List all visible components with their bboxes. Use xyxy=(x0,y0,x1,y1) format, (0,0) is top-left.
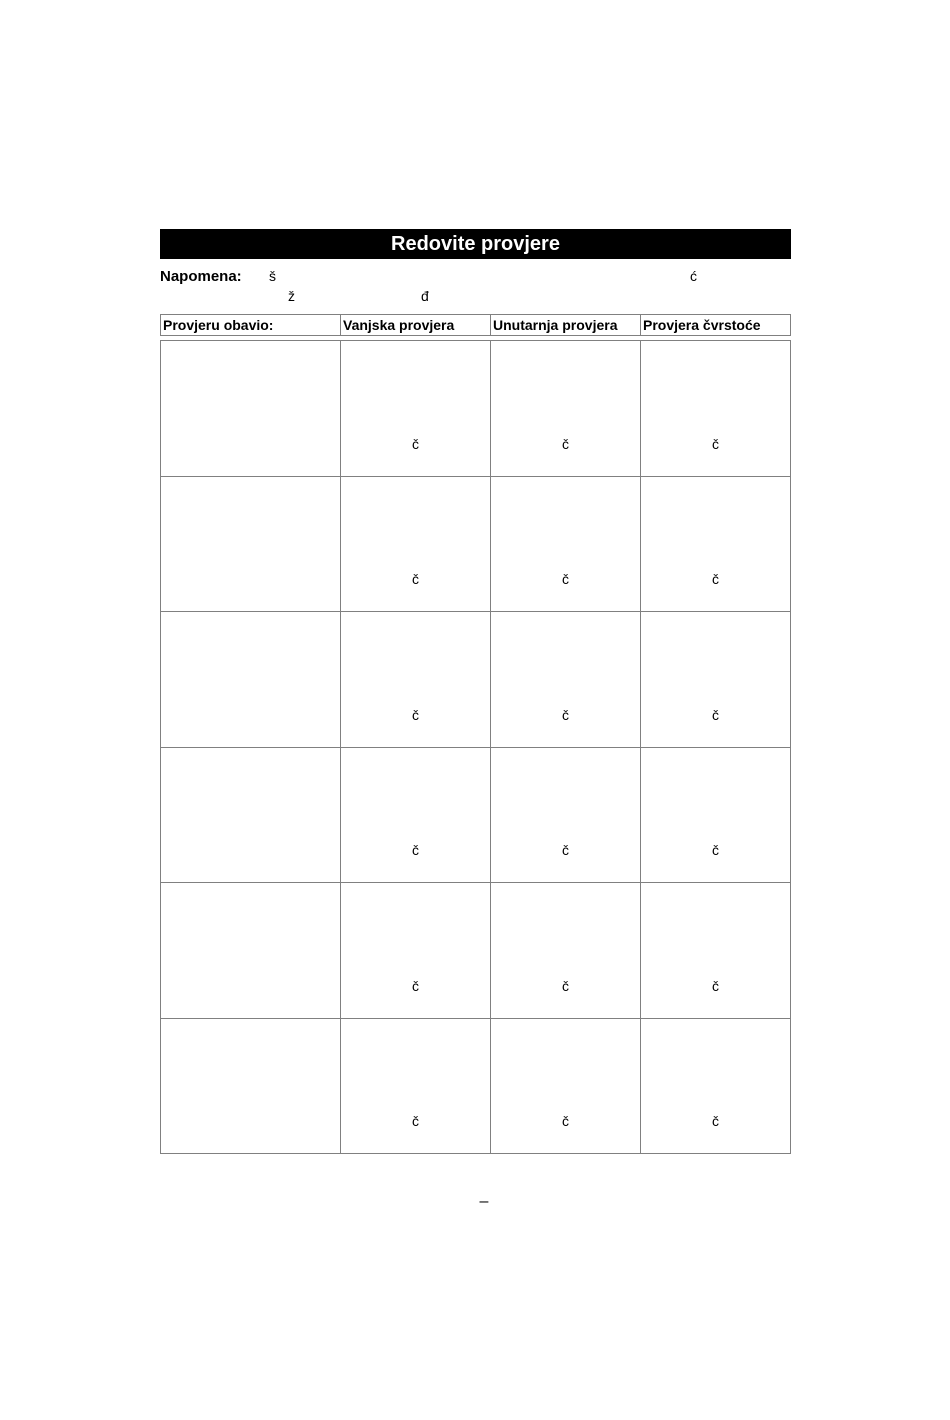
table-row xyxy=(161,1019,791,1155)
cell-text: č xyxy=(412,571,419,587)
inspector-cell[interactable] xyxy=(161,341,341,477)
external-check-cell[interactable] xyxy=(341,477,491,613)
note-section xyxy=(160,268,791,308)
header-external-check: Vanjska provjera xyxy=(341,315,491,335)
page-footer: – xyxy=(479,1193,489,1210)
cell-text: č xyxy=(712,977,719,994)
internal-check-cell[interactable] xyxy=(491,1019,641,1155)
external-check-cell[interactable] xyxy=(341,883,491,1019)
internal-check-cell[interactable] xyxy=(491,883,641,1019)
inspector-cell[interactable] xyxy=(161,748,341,884)
cell-text: č xyxy=(562,842,569,858)
external-check-cell[interactable] xyxy=(341,341,491,477)
cell-text: č xyxy=(562,435,569,452)
inspector-cell[interactable] xyxy=(161,883,341,1019)
external-check-cell[interactable] xyxy=(341,748,491,884)
cell-text: č xyxy=(712,571,719,587)
cell-text: č xyxy=(712,1113,719,1129)
strength-check-cell[interactable] xyxy=(641,477,791,613)
header-internal-check: Unutarnja provjera xyxy=(491,315,641,335)
inspector-cell[interactable] xyxy=(161,1019,341,1155)
table-row xyxy=(161,883,791,1019)
note-char: ć xyxy=(690,268,697,284)
table-row xyxy=(161,748,791,884)
cell-text: č xyxy=(712,706,719,723)
note-char: ž xyxy=(288,288,295,304)
cell-text: č xyxy=(562,1113,569,1129)
strength-check-cell[interactable] xyxy=(641,1019,791,1155)
cell-text: č xyxy=(412,435,419,452)
table-row xyxy=(161,612,791,748)
note-label: Napomena: xyxy=(160,268,242,285)
cell-text: č xyxy=(712,435,719,452)
cell-text: č xyxy=(412,706,419,723)
cell-text: č xyxy=(562,977,569,994)
strength-check-cell[interactable] xyxy=(641,748,791,884)
inspection-table xyxy=(160,340,791,1154)
table-row xyxy=(161,341,791,477)
external-check-cell[interactable] xyxy=(341,1019,491,1155)
inspector-cell[interactable] xyxy=(161,477,341,613)
external-check-cell[interactable] xyxy=(341,612,491,748)
note-char: š xyxy=(269,268,276,284)
strength-check-cell[interactable] xyxy=(641,612,791,748)
cell-text: č xyxy=(562,706,569,723)
internal-check-cell[interactable] xyxy=(491,341,641,477)
cell-text: č xyxy=(562,571,569,587)
table-row xyxy=(161,477,791,613)
cell-text: č xyxy=(412,1113,419,1129)
inspector-cell[interactable] xyxy=(161,612,341,748)
table-header xyxy=(160,314,791,336)
cell-text: č xyxy=(412,977,419,994)
header-strength-check: Provjera čvrstoće xyxy=(643,317,761,333)
cell-text: č xyxy=(712,842,719,858)
strength-check-cell[interactable] xyxy=(641,883,791,1019)
header-inspected-by: Provjeru obavio: xyxy=(161,315,341,335)
internal-check-cell[interactable] xyxy=(491,612,641,748)
internal-check-cell[interactable] xyxy=(491,748,641,884)
cell-text: č xyxy=(412,842,419,858)
strength-check-cell[interactable] xyxy=(641,341,791,477)
internal-check-cell[interactable] xyxy=(491,477,641,613)
page-title: Redovite provjere xyxy=(160,229,791,259)
note-char: đ xyxy=(421,288,429,304)
